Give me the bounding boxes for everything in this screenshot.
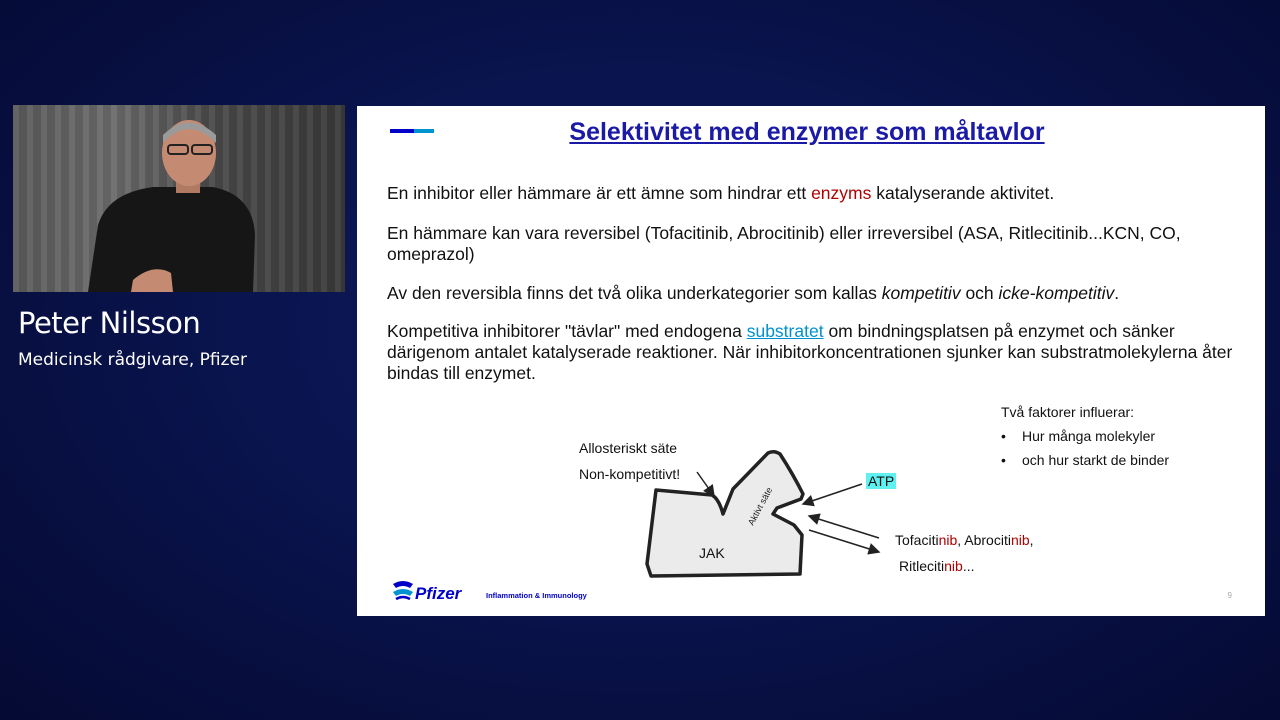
paragraph-competitive: Kompetitiva inhibitorer "tävlar" med endogena substratet om bindningsplatsen på enzymet och sänker därigenom antalet katalyserade reaktioner. När inhibitorkoncentrationen sjunker kan substratmolekylerna åter bindas till enzymet. — [387, 321, 1233, 383]
speaker-figure — [13, 105, 345, 292]
page-number: 9 — [1227, 591, 1232, 600]
atp-label: ATP — [868, 473, 895, 489]
allosteric-site-label: Allosteriskt säte — [579, 440, 678, 456]
footer-unit: Inflammation & Immunology — [486, 591, 587, 600]
factor-item: • och hur starkt de binder — [1001, 452, 1169, 468]
factors-list — [1001, 428, 1169, 468]
non-competitive-label: Non-kompetitivt! — [579, 466, 681, 482]
inhibitor-arrow-out — [809, 530, 879, 552]
active-site-label: Aktivt säte — [745, 485, 775, 527]
atp-arrow — [803, 484, 862, 504]
paragraph-reversibility: En hämmare kan vara reversibel (Tofacitinib, Abrocitinib) eller irreversibel (ASA, Ritlecitinib...KCN, CO, omeprazol) — [387, 223, 1181, 264]
presentation-slide — [357, 106, 1265, 616]
paragraph-definition: En inhibitor eller hämmare är ett ämne som hindrar ett enzyms katalyserande aktivitet. — [387, 183, 1055, 203]
substrate-link[interactable]: substratet — [746, 321, 824, 341]
speaker-video — [13, 105, 345, 292]
speaker-role: Medicinsk rådgivare, Pfizer — [18, 350, 247, 370]
factors-box — [1001, 404, 1169, 476]
pfizer-logo-text: Pfizer — [415, 584, 462, 603]
factors-heading: Två faktorer influerar: — [1001, 404, 1135, 420]
inhibitor-arrow-in — [809, 516, 879, 538]
pfizer-logo-icon — [390, 577, 416, 603]
enzyme-diagram — [357, 106, 1265, 616]
jak-label: JAK — [699, 545, 725, 561]
factor-item: • Hur många molekyler — [1001, 428, 1169, 444]
drugs-line-2: Ritlecitinib... — [899, 558, 975, 574]
enzyme-highlight: enzyms — [811, 183, 872, 203]
speaker-name: Peter Nilsson — [18, 306, 201, 340]
slide-title: Selektivitet med enzymer som måltavlor — [569, 118, 1045, 146]
paragraph-subcategories: Av den reversibla finns det två olika underkategorier som kallas kompetitiv och icke-kompetitiv. — [387, 283, 1120, 303]
drugs-line-1: Tofacitinib, Abrocitinib, — [895, 532, 1034, 548]
